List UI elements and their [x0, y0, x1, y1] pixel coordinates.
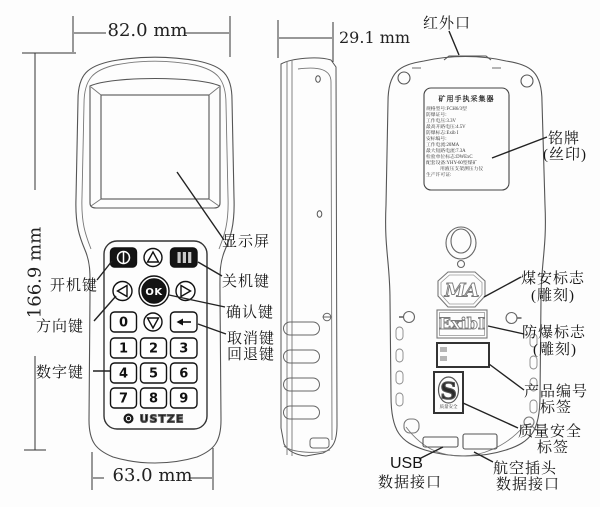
nameplate-line: 安标编号:: [426, 137, 447, 142]
digit-0-label: 0: [118, 315, 129, 331]
label-digit-keys: 数字键: [36, 365, 85, 381]
nameplate-line: 配套设备:YHY-60型煤矿: [426, 161, 478, 166]
label-power-off: 关机键: [222, 274, 271, 290]
digit-6-label: 6: [179, 366, 189, 382]
label-coal-safety-mark-2: (雕刻): [531, 288, 575, 304]
dimension-front-width: 82.0 mm: [107, 20, 188, 41]
label-direction: 方向键: [36, 319, 85, 335]
nameplate-line: 防爆标志:Exib I: [426, 131, 459, 136]
dimension-side-depth: 29.1 mm: [339, 28, 411, 47]
side-hole-top: [316, 76, 321, 83]
nameplate-line: 规格型号:FCH6/3型: [426, 107, 467, 112]
label-aviation-plug-2: 数据接口: [496, 477, 561, 493]
qs-badge-caption: 质量安全: [439, 404, 458, 409]
ma-mark-label: MA: [444, 279, 479, 302]
nameplate-line: 最大短路电流:7.3A: [426, 149, 466, 154]
ustze-logo-icon: [124, 414, 134, 424]
nameplate-line: 工作电流:20MA: [426, 143, 460, 148]
side-bottom-slot: [310, 438, 329, 448]
label-display: 显示屏: [222, 234, 271, 250]
back-screw-left: [399, 312, 415, 323]
label-usb-2: 数据接口: [378, 475, 443, 491]
front-view: [76, 57, 234, 463]
qs-letter: S: [440, 378, 457, 405]
usb-connector: [423, 437, 458, 447]
back-screw-top-right: [521, 75, 533, 87]
label-coal-safety-mark: 煤安标志: [521, 271, 586, 287]
nameplate-line: 最高开路电压:4.5V: [426, 125, 466, 130]
brand-label: USTZE: [139, 412, 185, 426]
nameplate-line: 检验单位标志:DWExC: [426, 155, 473, 160]
digit-5-label: 5: [148, 366, 159, 382]
nameplate-line: 用液压支架测压力仪: [440, 167, 484, 172]
side-hole-mid: [317, 211, 322, 218]
front-body-inner-line: [84, 61, 228, 249]
digit-3-label: 3: [179, 341, 189, 357]
back-screw-right: [506, 313, 522, 324]
label-power-on: 开机键: [50, 278, 99, 294]
label-quality-safety-2: 标签: [537, 440, 570, 456]
digit-2-label: 2: [148, 341, 159, 357]
screen-frame-outer: [90, 79, 220, 209]
ex-mark-label: ExibI: [438, 314, 486, 333]
hanging-loop: [446, 227, 476, 268]
dimension-device-height: 166.9 mm: [24, 226, 46, 319]
power-off-icon: [178, 252, 192, 263]
product-number-label: [437, 343, 489, 367]
label-explosion-proof-mark-2: (雕刻): [533, 342, 577, 358]
side-body-outline: [281, 58, 337, 456]
nameplate-title: 矿用手执采集器: [438, 95, 495, 103]
label-nameplate-2: (丝印): [543, 147, 587, 163]
nameplate-line: 防爆证号:: [426, 113, 447, 118]
digit-4-label: 4: [118, 366, 129, 382]
label-product-number-2: 标签: [540, 400, 573, 416]
label-infrared-port: 红外口: [423, 16, 472, 32]
label-back-key: 回退键: [227, 347, 276, 363]
label-cancel: 取消键: [227, 331, 276, 347]
ok-key-label: OK: [145, 286, 163, 298]
edge-bumps: [396, 327, 537, 413]
digit-9-label: 9: [179, 391, 189, 407]
label-product-number: 产品编号: [524, 384, 589, 400]
digit-8-label: 8: [148, 391, 159, 407]
side-view: [281, 58, 337, 456]
dimension-keypad-width: 63.0 mm: [112, 465, 193, 486]
side-screw: [323, 313, 332, 321]
digit-7-label: 7: [118, 391, 129, 407]
side-back-seam: [298, 68, 332, 440]
nameplate-text: [426, 94, 507, 179]
label-confirm: 确认键: [226, 305, 275, 321]
label-quality-safety: 质量安全: [518, 424, 583, 440]
bottom-left-detail: [404, 419, 419, 433]
label-nameplate: 铭牌: [548, 131, 581, 147]
side-grip-ridges: [284, 322, 320, 419]
product-label-micro-text: [440, 347, 447, 361]
label-usb: USB: [390, 455, 423, 472]
left-key: [113, 282, 132, 301]
nameplate-line: 工作电压:3.3V: [426, 119, 456, 124]
label-aviation-plug: 航空插头: [493, 461, 558, 477]
digit-1-label: 1: [118, 341, 129, 357]
aviation-connector: [463, 434, 497, 449]
label-explosion-proof-mark: 防爆标志: [522, 325, 587, 341]
screen: [101, 95, 209, 199]
nameplate-line: 生产许可证:: [426, 173, 452, 178]
back-screw-top-left: [398, 72, 410, 84]
